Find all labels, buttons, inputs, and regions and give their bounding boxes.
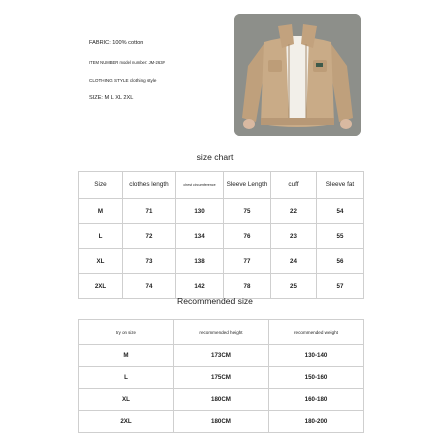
size-chart-header-cell: Sleeve Length <box>224 172 271 199</box>
recommended-cell: M <box>79 345 174 367</box>
table-row <box>79 199 364 224</box>
size-chart-cell: M <box>79 199 123 224</box>
size-spec: SIZE: M L XL 2XL <box>89 95 134 101</box>
recommended-header-cell: recommended weight <box>269 320 364 345</box>
size-chart-cell: 2XL <box>79 274 123 299</box>
size-chart-cell: 25 <box>271 274 317 299</box>
size-chart-cell: 130 <box>176 199 224 224</box>
size-chart-cell: 138 <box>176 249 224 274</box>
recommended-cell: 173CM <box>174 345 269 367</box>
table-row <box>79 367 364 389</box>
size-chart-header-cell: clothes length <box>123 172 176 199</box>
size-chart-header-cell: cuff <box>271 172 317 199</box>
recommended-header-cell: try on size <box>79 320 174 345</box>
size-chart-cell: 23 <box>271 224 317 249</box>
size-chart-cell: 57 <box>317 274 364 299</box>
size-chart-cell: XL <box>79 249 123 274</box>
recommended-cell: 180CM <box>174 411 269 433</box>
size-chart-cell: 55 <box>317 224 364 249</box>
size-chart-cell: 56 <box>317 249 364 274</box>
size-chart-cell: 74 <box>123 274 176 299</box>
size-chart-table <box>78 171 364 299</box>
recommended-size-table <box>78 319 364 433</box>
recommended-size-title: Recommended size <box>177 296 253 306</box>
size-chart-cell: 134 <box>176 224 224 249</box>
size-chart-cell: 73 <box>123 249 176 274</box>
recommended-cell: L <box>79 367 174 389</box>
recommended-header-row <box>79 320 364 345</box>
recommended-cell: 180CM <box>174 389 269 411</box>
table-row <box>79 274 364 299</box>
recommended-header-cell: recommended height <box>174 320 269 345</box>
recommended-cell: 160-180 <box>269 389 364 411</box>
size-chart-cell: 71 <box>123 199 176 224</box>
size-chart-cell: 54 <box>317 199 364 224</box>
recommended-cell: 180-200 <box>269 411 364 433</box>
size-chart-header-row <box>79 172 364 199</box>
recommended-cell: 150-160 <box>269 367 364 389</box>
table-row <box>79 345 364 367</box>
clothing-style-spec: CLOTHING STYLE clothing style <box>89 78 157 83</box>
size-chart-header-cell: Size <box>79 172 123 199</box>
recommended-cell: 130-140 <box>269 345 364 367</box>
recommended-cell: XL <box>79 389 174 411</box>
size-chart-cell: 24 <box>271 249 317 274</box>
table-row <box>79 389 364 411</box>
table-row <box>79 224 364 249</box>
size-chart-cell: 142 <box>176 274 224 299</box>
recommended-cell: 175CM <box>174 367 269 389</box>
table-row <box>79 249 364 274</box>
size-chart-title: size chart <box>196 152 234 162</box>
item-number-spec: ITEM NUMBER model number: JM-263# <box>89 60 165 65</box>
size-chart-header-cell: chest circumference <box>176 172 224 199</box>
fabric-spec: FABRIC: 100% cotton <box>89 40 144 46</box>
size-chart-cell: 72 <box>123 224 176 249</box>
size-chart-cell: 76 <box>224 224 271 249</box>
size-chart-cell: 78 <box>224 274 271 299</box>
recommended-cell: 2XL <box>79 411 174 433</box>
size-chart-cell: 22 <box>271 199 317 224</box>
jacket-photo <box>234 14 361 136</box>
size-chart-header-cell: Sleeve fat <box>317 172 364 199</box>
size-chart-cell: 75 <box>224 199 271 224</box>
size-chart-cell: L <box>79 224 123 249</box>
jacket-illustration <box>234 14 361 136</box>
size-chart-cell: 77 <box>224 249 271 274</box>
table-row <box>79 411 364 433</box>
